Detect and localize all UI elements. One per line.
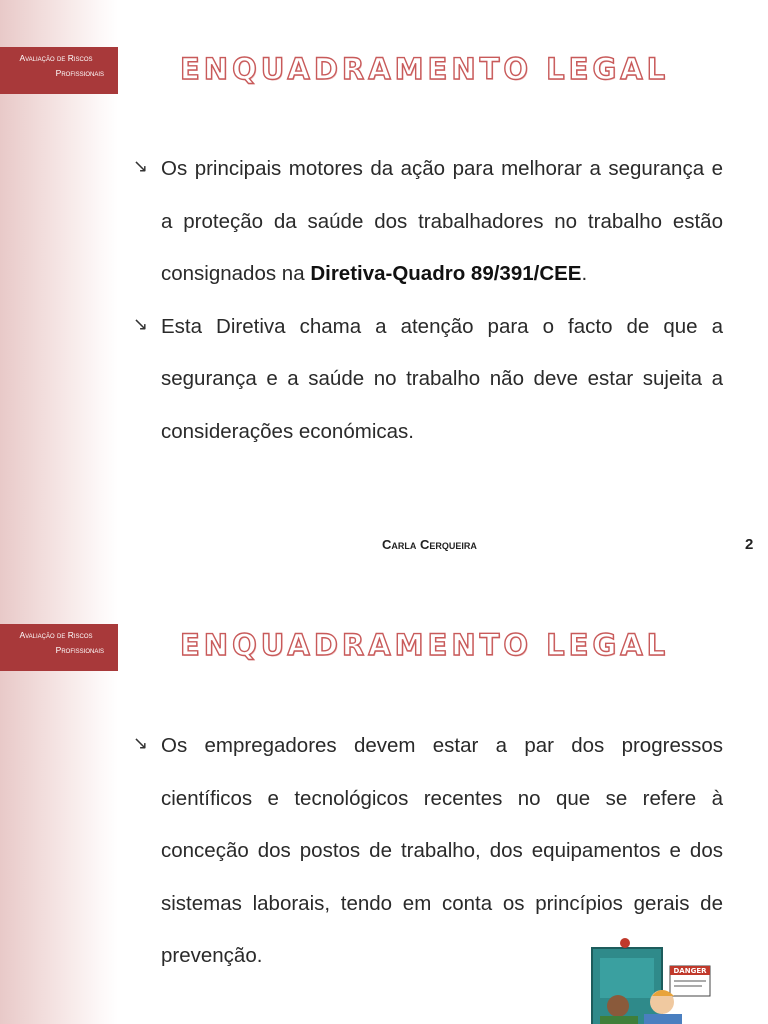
course-tag bbox=[0, 624, 118, 671]
bullet-text: Esta Diretiva chama a atenção para o facto de que a segurança e a saúde no trabalho não deve estar sujeita a considerações económicas. bbox=[161, 314, 723, 443]
slide-body bbox=[133, 143, 723, 458]
arrow-down-right-icon: ↘ bbox=[133, 313, 149, 335]
arrow-down-right-icon: ↘ bbox=[133, 156, 149, 177]
danger-sign-text: DANGER bbox=[673, 967, 707, 975]
author-name: Carla Cerqueira bbox=[382, 537, 477, 552]
worker-head bbox=[607, 995, 629, 1017]
course-tag-line2: Profissionais bbox=[55, 68, 104, 78]
bullet-text-part: Os principais motores da ação para melhorar a segurança e a proteção da saúde dos trabalhadores no trabalho estão consignados na bbox=[161, 157, 723, 285]
page-number: 2 bbox=[745, 536, 754, 553]
workplace-safety-illustration bbox=[570, 936, 740, 1024]
course-tag bbox=[0, 47, 118, 94]
bullet-item bbox=[133, 301, 723, 459]
directive-reference: Diretiva-Quadro 89/391/CEE bbox=[310, 262, 582, 285]
slide-title: ENQUADRAMENTO LEGAL bbox=[180, 628, 670, 662]
course-tag-line1: Avaliação de Riscos bbox=[19, 53, 93, 63]
bullet-text-part: . bbox=[581, 262, 588, 285]
course-tag-line1: Avaliação de Riscos bbox=[19, 630, 93, 640]
slide-2 bbox=[0, 576, 768, 1024]
bullet-item bbox=[133, 143, 723, 301]
slide-title: ENQUADRAMENTO LEGAL bbox=[180, 52, 670, 86]
course-tag-line2: Profissionais bbox=[55, 645, 104, 655]
bullet-text: Os empregadores devem estar a par dos progressos científicos e tecnológicos recentes no que se refere à conceção dos postos de trabalho, dos equipamentos e dos sistemas laborais, tendo em conta os princípios gerais de prevenção. bbox=[161, 734, 723, 967]
machine-screen bbox=[600, 958, 654, 998]
worker-body bbox=[600, 1016, 638, 1024]
alarm-light-icon bbox=[620, 938, 630, 948]
supervisor-body bbox=[644, 1014, 682, 1024]
arrow-down-right-icon: ↘ bbox=[133, 733, 149, 754]
bullet-text bbox=[161, 143, 723, 301]
